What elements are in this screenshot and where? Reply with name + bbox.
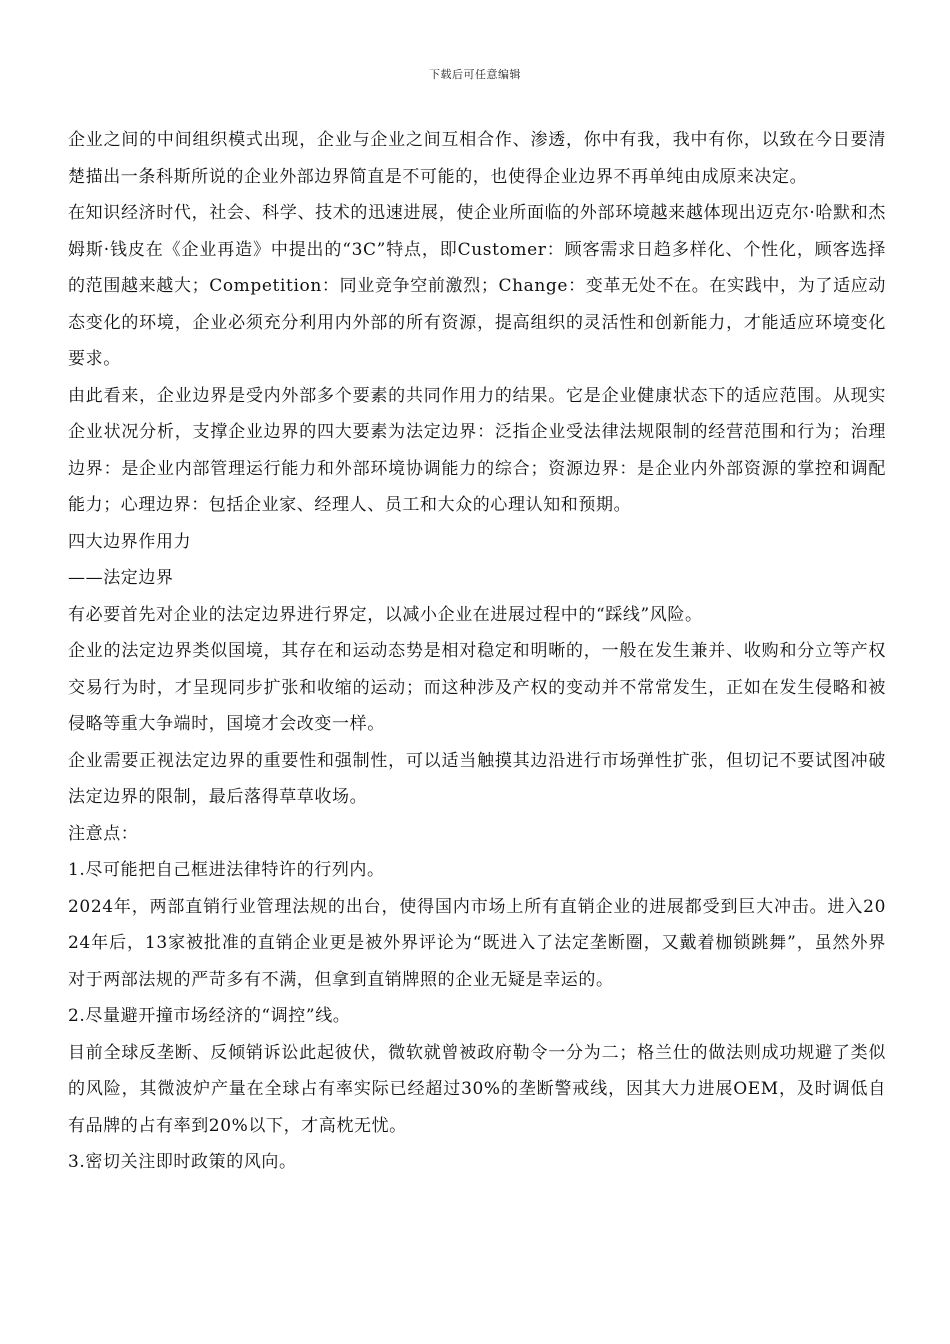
note-item-1: 1.尽可能把自己框进法律特许的行列内。: [68, 860, 385, 880]
section-heading-four-boundaries: 四大边界作用力: [68, 531, 192, 552]
paragraph-intermediate-organization: 企业之间的中间组织模式出现，企业与企业之间互相合作、渗透，你中有我，我中有你，以致在今日要清楚描出一条科斯所说的企业外部边界简直是不可能的，也使得企业边界不再单纯由成原来决定。: [68, 130, 886, 187]
page-header-note: 下载后可任意编辑: [429, 68, 521, 81]
paragraph-direct-selling: 2024年，两部直销行业管理法规的出台，使得国内市场上所有直销企业的进展都受到巨大冲击。进入2024年后，13家被批准的直销企业更是被外界评论为“既进入了法定垄断圈，又戴着枷锁跳舞”，虽然外界对于两部法规的严苛多有不满，但拿到直销牌照的企业无疑是幸运的。: [68, 896, 886, 990]
paragraph-define-legal-boundary: 有必要首先对企业的法定边界进行界定，以减小企业在进展过程中的“踩线”风险。: [68, 604, 703, 625]
section-heading-legal-boundary: ——法定边界: [68, 568, 174, 588]
paragraph-four-elements: 由此看来，企业边界是受内外部多个要素的共同作用力的结果。它是企业健康状态下的适应范围。从现实企业状况分析，支撑企业边界的四大要素为法定边界：泛指企业受法律法规限制的经营范围和行为；治理边界：是企业内部管理运行能力和外部环境协调能力的综合；资源边界：是企业内外部资源的掌控和调配能力；心理边界：包括企业家、经理人、员工和大众的心理认知和预期。: [68, 385, 886, 515]
paragraph-legal-boundary-border: 企业的法定边界类似国境，其存在和运动态势是相对稳定和明晰的，一般在发生兼并、收购和分立等产权交易行为时，才呈现同步扩张和收缩的运动；而这种涉及产权的变动并不常常发生，正如在发生侵略和被侵略等重大争端时，国境才会改变一样。: [68, 641, 886, 734]
paragraph-face-legal-boundary: 企业需要正视法定边界的重要性和强制性，可以适当触摸其边沿进行市场弹性扩张，但切记不要试图冲破法定边界的限制，最后落得草草收场。: [68, 750, 886, 807]
note-item-3: 3.密切关注即时政策的风向。: [68, 1152, 297, 1172]
notes-heading: 注意点：: [68, 823, 139, 844]
paragraph-knowledge-economy: 在知识经济时代，社会、科学、技术的迅速进展，使企业所面临的外部环境越来越体现出迈克尔·哈默和杰姆斯·钱皮在《企业再造》中提出的“3C”特点，即Customer：顾客需求日趋多样化、个性化，顾客选择的范围越来越大；Competition：同业竞争空前激烈；Change：变革无处不在。在实践中，为了适应动态变化的环境，企业必须充分利用内外部的所有资源，提高组织的灵活性和创新能力，才能适应环境变化要求。: [68, 203, 886, 369]
document-body: [68, 122, 886, 1181]
paragraph-antitrust: 目前全球反垄断、反倾销诉讼此起彼伏，微软就曾被政府勒令一分为二；格兰仕的做法则成功规避了类似的风险，其微波炉产量在全球占有率实际已经超过30%的垄断警戒线，因其大力进展OEM，及时调低自有品牌的占有率到20%以下，才高枕无忧。: [68, 1042, 886, 1136]
note-item-2: 2.尽量避开撞市场经济的“调控”线。: [68, 1006, 351, 1026]
